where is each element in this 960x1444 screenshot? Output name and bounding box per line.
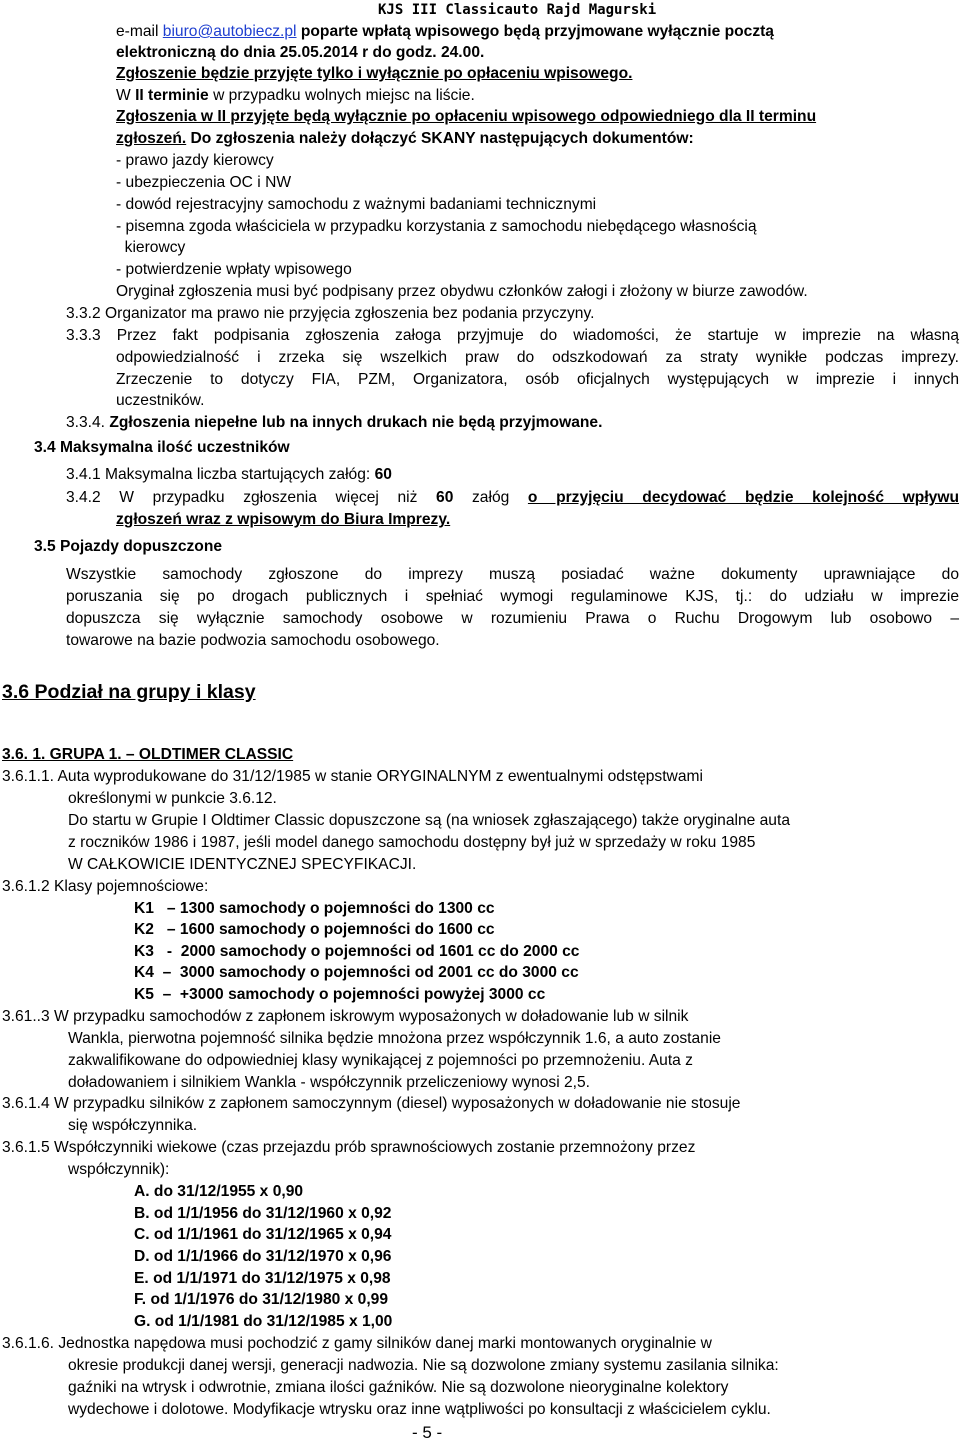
age-factor-item: C. od 1/1/1961 do 31/12/1965 x 0,94: [134, 1226, 392, 1243]
p-3-6-1-2: 3.6.1.2 Klasy pojemnościowe:: [2, 878, 209, 895]
class-item: K2 – 1600 samochody o pojemności do 1600 cc: [134, 921, 495, 938]
section-3-4-2-line: zgłoszeń wraz z wpisowym do Biura Imprezy.: [116, 511, 451, 528]
p-3-6-1-3-line: zakwalifikowane do odpowiedniej klasy wynikającej z pojemności po przemnożeniu. Auta z: [68, 1052, 693, 1069]
section-3-4-heading: 3.4 Maksymalna ilość uczestników: [34, 439, 290, 456]
doc-item: - potwierdzenie wpłaty wpisowego: [116, 261, 352, 278]
p-3-6-1-1: 3.6.1.1. Auta wyprodukowane do 31/12/1985 w stanie ORYGINALNYM z ewentualnymi odstępstwami: [2, 768, 703, 785]
p-3-6-1-6-line: gaźniki na wtrysk i odwrotnie, zmiana ilości gaźników. Nie są dozwolone nieoryginalne kolektory: [68, 1379, 729, 1396]
section-3-5-text: dopuszcza się wyłącznie samochody osobowe w rozumieniu Prawa o Ruchu Drogowym lub osobowo –: [66, 610, 959, 627]
section-3-6-heading: 3.6 Podział na grupy i klasy: [2, 681, 256, 703]
age-factor-item: A. do 31/12/1955 x 0,90: [134, 1183, 304, 1200]
p-3-6-1-6: 3.6.1.6. Jednostka napędowa musi pochodzić z gamy silników danej marki montowanych oryginalnie w: [2, 1335, 712, 1352]
email-link[interactable]: biuro@autobiecz.pl: [162, 23, 297, 40]
p-3-6-1-1-line: określonymi w punkcie 3.6.12.: [68, 790, 277, 807]
age-factor-item: E. od 1/1/1971 do 31/12/1975 x 0,98: [134, 1270, 391, 1287]
deadline-line: elektroniczną do dnia 25.05.2014 r do godz. 24.00.: [116, 44, 485, 61]
section-3-3-4: 3.3.4. Zgłoszenia niepełne lub na innych drukach nie będą przyjmowane.: [66, 414, 603, 431]
age-factor-item: F. od 1/1/1976 do 31/12/1980 x 0,99: [134, 1291, 388, 1308]
second-term-payment-line: Zgłoszenia w II przyjęte będą wyłącznie po opłaceniu wpisowego odpowiedniego dla II terminu: [116, 108, 817, 125]
scans-line: zgłoszeń. Do zgłoszenia należy dołączyć SKANY następujących dokumentów:: [116, 130, 694, 147]
section-3-3-3: 3.3.3 Przez fakt podpisania zgłoszenia załoga przyjmuje do wiadomości, że startuje w imprezie na własną: [66, 327, 959, 344]
original-line: Oryginał zgłoszenia musi być podpisany przez obydwu członków załogi i złożony w biurze zawodów.: [116, 283, 808, 300]
p-3-6-1-4-line: się współczynnika.: [68, 1117, 198, 1134]
section-3-5-heading: 3.5 Pojazdy dopuszczone: [34, 538, 223, 555]
section-3-5-text: poruszania się po drogach publicznych i spełniać wymogi regulaminowe KJS, tj.: do udziału w imprezie: [66, 588, 959, 605]
page-header: KJS III Classicauto Rajd Magurski: [378, 2, 657, 18]
second-term-line: W II terminie w przypadku wolnych miejsc na liście.: [116, 87, 475, 104]
section-3-3-3-line: odpowiedzialność i zrzeka się wszelkich praw do odszkodowań za straty wynikłe podczas imprezy.: [116, 349, 959, 366]
p-3-6-1-6-line: wydechowe i dolotowe. Modyfikacje wtrysku oraz inne wątpliwości po konsultacji z właścicielem cyklu.: [68, 1401, 771, 1418]
p-3-6-1-1-line: Do startu w Grupie I Oldtimer Classic dopuszczone są (na wniosek zgłaszającego) także oryginalne auta: [68, 812, 790, 829]
p-3-6-1-3-line: Wankla, pierwotna pojemność silnika będzie mnożona przez współczynnik 1.6, a auto zostanie: [68, 1030, 721, 1047]
email-line: e-mail biuro@autobiecz.pl poparte wpłatą wpisowego będą przyjmowane wyłącznie pocztą: [116, 23, 774, 40]
payment-line: Zgłoszenie będzie przyjęte tylko i wyłącznie po opłaceniu wpisowego.: [116, 65, 633, 82]
page-number: - 5 -: [412, 1423, 443, 1442]
p-3-6-1-1-line: W CAŁKOWICIE IDENTYCZNEJ SPECYFIKACJI.: [68, 856, 417, 873]
p-3-6-1-1-line: z roczników 1986 i 1987, jeśli model danego samochodu dostępny był już w sprzedaży w roku 1985: [68, 834, 756, 851]
doc-item: - prawo jazdy kierowcy: [116, 152, 274, 169]
p-3-6-1-3-line: doładowaniem i silnikiem Wankla - współczynnik przeliczeniowy wynosi 2,5.: [68, 1074, 591, 1091]
group-heading: 3.6. 1. GRUPA 1. – OLDTIMER CLASSIC: [2, 746, 294, 763]
class-item: K5 – +3000 samochody o pojemności powyżej 3000 cc: [134, 986, 546, 1003]
p-3-6-1-5: 3.6.1.5 Współczynniki wiekowe (czas przejazdu prób sprawnościowych zostanie przemnożony przez: [2, 1139, 696, 1156]
section-3-4-1: 3.4.1 Maksymalna liczba startujących załóg: 60: [66, 466, 392, 483]
class-item: K1 – 1300 samochody o pojemności do 1300 cc: [134, 900, 495, 917]
doc-item: - pisemna zgoda właściciela w przypadku korzystania z samochodu niebędącego własnością: [116, 218, 757, 235]
p-3-6-1-6-line: okresie produkcji danej wersji, generacji nadwozia. Nie są dozwolone zmiany systemu zasilania silnika:: [68, 1357, 779, 1374]
age-factor-item: G. od 1/1/1981 do 31/12/1985 x 1,00: [134, 1313, 393, 1330]
p-3-6-1-5-line: współczynnik):: [68, 1161, 170, 1178]
section-3-4-2: 3.4.2 W przypadku zgłoszenia więcej niż 60 załóg o przyjęciu decydować będzie kolejność wpływu: [66, 489, 959, 506]
p-3-6-1-3: 3.61..3 W przypadku samochodów z zapłonem iskrowym wyposażonych w doładowanie lub w silnik: [2, 1008, 689, 1025]
section-3-5-text: Wszystkie samochody zgłoszone do imprezy muszą posiadać ważne dokumenty uprawniające do: [66, 566, 959, 583]
class-item: K4 – 3000 samochody o pojemności od 2001 cc do 3000 cc: [134, 964, 579, 981]
class-item: K3 - 2000 samochody o pojemności od 1601 cc do 2000 cc: [134, 943, 580, 960]
doc-item: - ubezpieczenia OC i NW: [116, 174, 292, 191]
doc-item: - dowód rejestracyjny samochodu z ważnymi badaniami technicznymi: [116, 196, 597, 213]
age-factor-item: D. od 1/1/1966 do 31/12/1970 x 0,96: [134, 1248, 392, 1265]
doc-item: kierowcy: [116, 239, 186, 256]
age-factor-item: B. od 1/1/1956 do 31/12/1960 x 0,92: [134, 1205, 392, 1222]
section-3-3-3-line: Zrzeczenie to dotyczy FIA, PZM, Organizatora, osób oficjalnych występujących w imprezie i innych: [116, 371, 959, 388]
p-3-6-1-4: 3.6.1.4 W przypadku silników z zapłonem samoczynnym (diesel) wyposażonych w doładowanie nie stosuje: [2, 1095, 741, 1112]
section-3-3-3-line: uczestników.: [116, 392, 205, 409]
section-3-5-text: towarowe na bazie podwozia samochodu osobowego.: [66, 632, 440, 649]
section-3-3-2: 3.3.2 Organizator ma prawo nie przyjęcia zgłoszenia bez podania przyczyny.: [66, 305, 595, 322]
